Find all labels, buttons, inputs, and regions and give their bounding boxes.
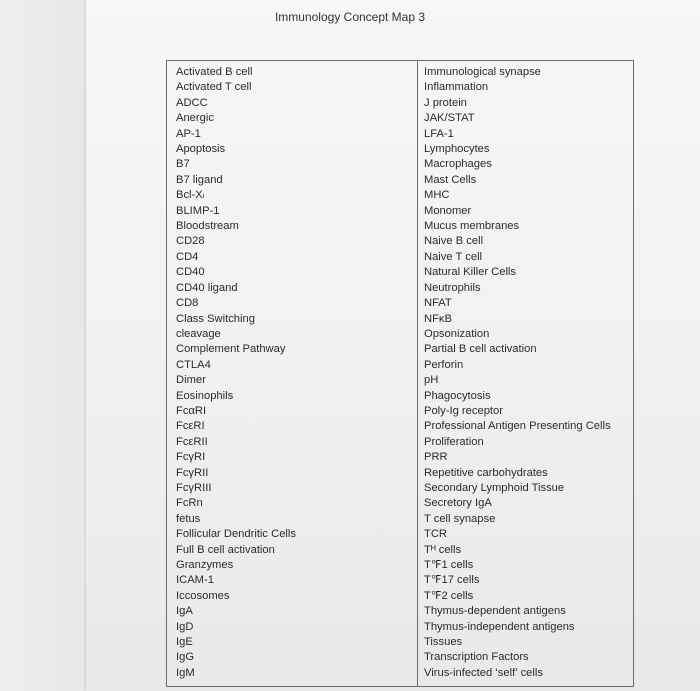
- term-item: Immunological synapse: [424, 66, 541, 78]
- term-item: Bloodstream: [176, 220, 239, 233]
- term-item: Partial B cell activation: [424, 343, 537, 356]
- term-item: JAK/STAT: [424, 112, 475, 125]
- term-item: Lymphocytes: [424, 143, 490, 156]
- term-item: Virus-infected ‘self’ cells: [424, 666, 543, 679]
- term-item: Tissues: [424, 636, 463, 649]
- terms-table: [166, 60, 634, 687]
- term-item: CTLA4: [176, 358, 211, 371]
- right-term-column: [424, 65, 629, 681]
- term-item: Transcription Factors: [424, 651, 529, 664]
- term-item: Poly-Ig receptor: [424, 404, 503, 417]
- column-divider: [417, 61, 418, 686]
- term-item: FcεRII: [176, 435, 208, 448]
- term-item: Eosinophils: [176, 389, 234, 402]
- term-item: Thymus-dependent antigens: [424, 605, 566, 618]
- term-item: BLIMP-1: [176, 204, 220, 217]
- term-item: Tᴴ cells: [424, 543, 462, 556]
- term-item: IgM: [176, 666, 195, 679]
- term-item: Neutrophils: [424, 281, 481, 294]
- term-item: FcεRI: [176, 420, 205, 433]
- term-item: Class Switching: [176, 312, 255, 325]
- page-title: Immunology Concept Map 3: [274, 10, 426, 24]
- term-item: cleavage: [176, 327, 221, 340]
- term-item: CD40 ligand: [176, 281, 238, 294]
- term-item: Bcl-Xₗ: [176, 189, 205, 202]
- term-item: T℉17 cells: [424, 574, 480, 587]
- term-item: Complement Pathway: [176, 343, 286, 356]
- term-item: FcγRI: [176, 451, 206, 464]
- term-item: Professional Antigen Presenting Cells: [424, 420, 611, 433]
- term-item: LFA-1: [424, 127, 454, 140]
- term-item: ADCC: [176, 96, 208, 109]
- term-item: Secondary Lymphoid Tissue: [424, 481, 565, 494]
- term-item: T℉1 cells: [424, 559, 474, 571]
- term-item: Thymus-independent antigens: [424, 620, 575, 633]
- background-edge: [0, 0, 86, 691]
- term-item: T℉2 cells: [424, 589, 474, 602]
- term-item: Macrophages: [424, 158, 492, 171]
- term-item: Follicular Dendritic Cells: [176, 528, 296, 541]
- term-item: B7 ligand: [176, 173, 223, 186]
- term-item: J protein: [424, 96, 467, 109]
- term-item: fetus: [176, 512, 201, 525]
- term-item: B7: [176, 158, 190, 171]
- term-item: Opsonization: [424, 327, 490, 340]
- term-item: AP-1: [176, 127, 201, 140]
- term-item: ICAM-1: [176, 574, 214, 587]
- term-item: MHC: [424, 189, 450, 202]
- term-item: CD40: [176, 266, 205, 279]
- term-item: Mucus membranes: [424, 220, 520, 233]
- term-item: Inflammation: [424, 81, 489, 94]
- term-item: NFκB: [424, 312, 452, 325]
- term-item: CD4: [176, 250, 199, 263]
- term-item: Apoptosis: [176, 143, 226, 156]
- term-item: Natural Killer Cells: [424, 266, 517, 279]
- term-item: FcγRII: [176, 466, 209, 479]
- term-item: Granzymes: [176, 559, 234, 571]
- term-item: TCR: [424, 528, 447, 541]
- term-item: T cell synapse: [424, 512, 496, 525]
- term-item: Naive B cell: [424, 235, 484, 248]
- term-item: Mast Cells: [424, 173, 477, 186]
- term-item: NFAT: [424, 297, 452, 310]
- term-item: Anergic: [176, 112, 214, 125]
- term-item: IgE: [176, 636, 193, 649]
- term-item: Monomer: [424, 204, 472, 217]
- term-item: FcαRI: [176, 404, 207, 417]
- term-item: Secretory IgA: [424, 497, 492, 510]
- term-item: IgG: [176, 651, 195, 664]
- term-item: Perforin: [424, 358, 464, 371]
- term-item: Repetitive carbohydrates: [424, 466, 548, 479]
- term-item: IgD: [176, 620, 194, 633]
- term-item: Dimer: [176, 374, 206, 387]
- term-item: Proliferation: [424, 435, 484, 448]
- term-item: Full B cell activation: [176, 543, 275, 556]
- term-item: IgA: [176, 605, 193, 618]
- term-item: Phagocytosis: [424, 389, 491, 402]
- term-item: FcRn: [176, 497, 203, 510]
- left-term-column: [176, 65, 412, 681]
- term-item: FcγRIII: [176, 481, 212, 494]
- term-item: pH: [424, 374, 439, 387]
- term-item: Activated T cell: [176, 81, 252, 94]
- term-item: CD28: [176, 235, 205, 248]
- term-item: PRR: [424, 451, 448, 464]
- term-item: CD8: [176, 297, 199, 310]
- term-item: Naive T cell: [424, 250, 483, 263]
- term-item: Iccosomes: [176, 589, 230, 602]
- term-item: Activated B cell: [176, 66, 253, 78]
